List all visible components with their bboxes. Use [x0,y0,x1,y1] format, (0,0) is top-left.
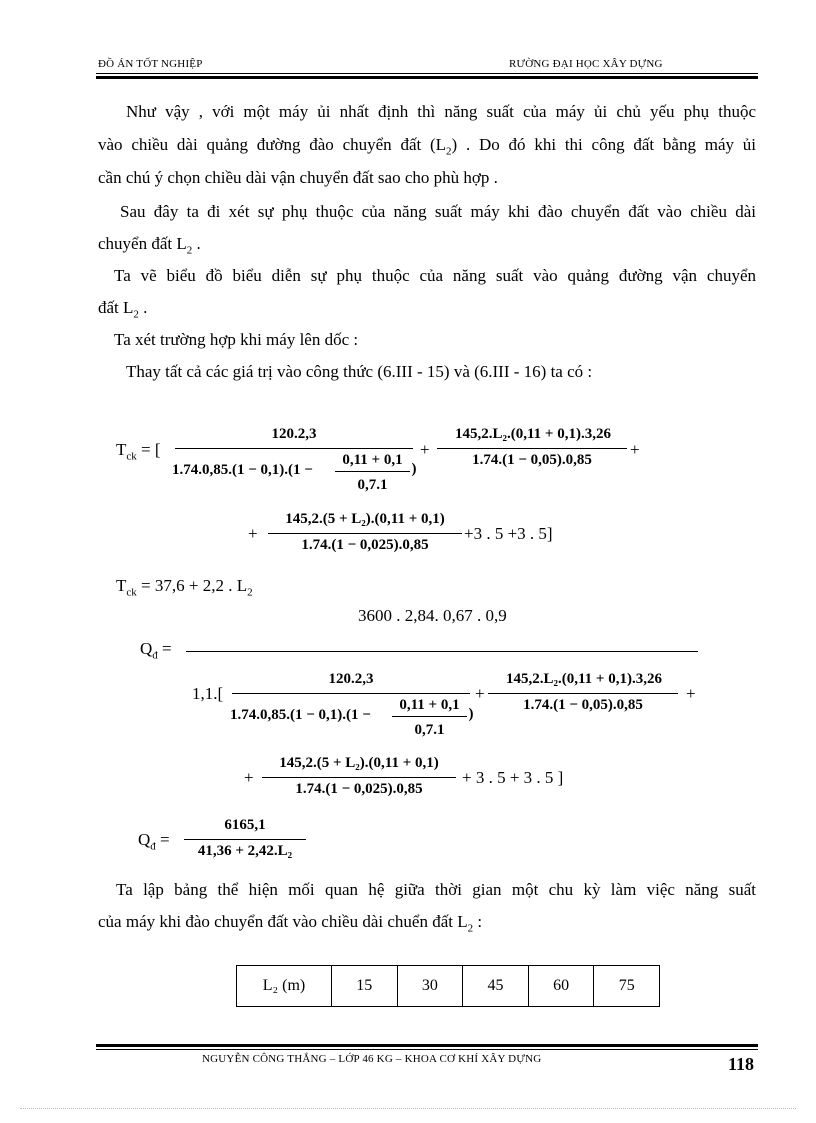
qf2-denominator: 1.74.(1 − 0,05).0,85 [523,697,643,713]
f1-denominator: 1.74.0,85.(1 − 0,1).(1 − [172,462,313,478]
f1-fraction-bar [175,448,413,449]
l2-table [236,965,660,1007]
f1-inner-numerator: 0,11 + 0,1 [342,452,403,468]
table-cell: 30 [397,966,463,1007]
paragraph-6-line-1: Ta lập bảng thể hiện mối quan hệ giữa thời gian một chu kỳ làm việc năng suất [116,880,756,899]
f2-fraction-bar [437,448,627,449]
tck-result: $T_{ck} = 37,6 + 2,2$ . $L_2$ [116,576,253,599]
bottom-dotted-line [20,1108,796,1109]
f1-inner-bar [335,471,410,472]
q-result-label: $Q_đ$ = [138,830,170,853]
plus-sign-1: + [420,440,430,459]
qf1-close-paren: ) [468,706,474,722]
footer-rule-thin [96,1049,758,1050]
q-plus-sign-1: + [475,684,485,703]
f1-numerator: 120.2,3 [271,426,317,442]
f3-tail: +3 . 5 +3 . 5] [464,524,553,543]
qf3-denominator: 1.74.(1 − 0,025).0,85 [295,781,423,797]
f3-numerator: 145,2.(5 + L₂).(0,11 + 0,1) [285,511,445,527]
paragraph-4: Ta xét trường hợp khi máy lên dốc : [114,330,359,349]
qf1-inner-numerator: 0,11 + 0,1 [399,697,460,713]
paragraph-1-line-2: vào chiều dài quảng đường đào chuyển đất $(L_2)$ . Do đó khi thi công đất bằng máy ủi [98,135,756,158]
paragraph-1-line-3: cần chú ý chọn chiều dài vận chuyển đất sao cho phù hợp . [98,168,498,187]
table-cell: 75 [594,966,660,1007]
footer-text: NGUYỄN CÔNG THẮNG – LỚP 46 KG – KHOA CƠ KHÍ XÂY DỰNG [202,1053,542,1065]
qf3-numerator: 145,2.(5 + L₂).(0,11 + 0,1) [279,755,439,771]
paragraph-3-line-1: Ta vẽ biểu đồ biểu diễn sự phụ thuộc của năng suất vào quảng đường vận chuyển [114,266,756,285]
qf1-fraction-bar [232,693,470,694]
q-result-denominator: 41,36 + 2,42.L₂ [197,843,293,859]
table-cell: 60 [528,966,594,1007]
f2-denominator: 1.74.(1 − 0,05).0,85 [472,452,592,468]
q-label: $Q_đ$ = [140,639,172,662]
qf1-inner-denominator: 0,7.1 [414,722,445,738]
header-right: RƯỜNG ĐẠI HỌC XÂY DỰNG [509,58,663,70]
table-cell: 45 [463,966,529,1007]
paragraph-1-line-1: Như vậy , với một máy ủi nhất định thì năng suất của máy ủi chủ yếu phụ thuộc [126,102,756,121]
table-cell: 15 [332,966,398,1007]
qf3-fraction-bar [262,777,456,778]
f1-inner-denominator: 0,7.1 [357,477,388,493]
qf1-numerator: 120.2,3 [328,671,374,687]
header-rule-thin [96,73,758,74]
f1-close-paren: ) [411,461,417,477]
f3-denominator: 1.74.(1 − 0,025).0,85 [301,537,429,553]
q-result-numerator: 6165,1 [224,817,266,833]
qf1-denominator: 1.74.0,85.(1 − 0,1).(1 − [230,707,371,723]
qf2-fraction-bar [488,693,678,694]
plus-sign-2: + [630,440,640,459]
header-rule-thick [96,76,758,79]
plus-sign-3: + [248,524,258,543]
paragraph-6-line-2: của máy khi đào chuyển đất vào chiều dài chuển đất $L_2$ : [98,912,483,935]
q-plus-sign-3: + [244,768,254,787]
paragraph-2-line-1: Sau đây ta đi xét sự phụ thuộc của năng suất máy khi đào chuyển đất vào chiều dài [120,202,756,221]
q-plus-sign-2: + [686,684,696,703]
header-left: ĐỒ ÁN TỐT NGHIỆP [98,58,203,70]
paragraph-3-line-2: đất $L_2$ . [98,298,148,321]
tck-label: $T_{ck}$ = [ [116,440,161,463]
q-result-fraction-bar [184,839,306,840]
q-numerator: 3600 . 2,84. 0,67 . 0,9 [358,606,507,625]
q-main-fraction-bar [186,651,698,652]
f3-fraction-bar [268,533,462,534]
paragraph-2-line-2: chuyển đất $L_2$ . [98,234,201,257]
footer-rule-thick [96,1044,758,1047]
paragraph-5: Thay tất cả các giá trị vào công thức (6.III - 15) và (6.III - 16) ta có : [126,362,593,381]
q-tail: + 3 . 5 + 3 . 5 ] [462,768,564,787]
qf2-numerator: 145,2.L₂.(0,11 + 0,1).3,26 [506,671,662,687]
qf1-inner-bar [392,716,467,717]
table-header-cell: L₂ (m) [237,966,332,1007]
f2-numerator: 145,2.L₂.(0,11 + 0,1).3,26 [455,426,611,442]
q-den-prefix: 1,1.[ [192,684,224,703]
page-number: 118 [728,1054,755,1074]
table-row [237,966,660,1007]
